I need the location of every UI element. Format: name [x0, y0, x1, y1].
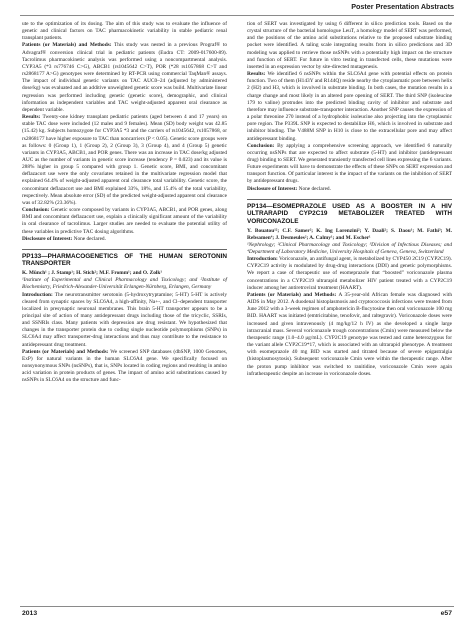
paragraph [247, 292, 452, 378]
paragraph-body: Genetic score composed by variants in CYP3A5, ABCB1, and POR genes, along BMI and concomitant deflazacort use, explain a clinically significant amount of the variability in oral clearance of tacrolimus. Larger studies are needed to evaluate the potential utility of these variables in predictive TAC dosing algorithms. [22, 207, 227, 235]
footer-year: 2013 [22, 610, 38, 617]
paragraph [247, 143, 452, 186]
paragraph [247, 71, 452, 143]
paragraph [22, 349, 227, 385]
paragraph-heading: Disclosure of Interest: [22, 235, 73, 242]
paragraph: tion of SERT was investigated by using 6 different in silico prediction tools. Based on the crystal structure of the bacterial homologue LeuT, a homology model of SERT was performed, and the positions of the amino acid substitutions relative to the proposed substrate binding pocket were identified. A taling scale integrating results from in silico predictions and 3D modeling was applied to retrieve those nsSNPs with a potentially high impact on the structure and function of SERT. For future in vitro testing in transfected cells, these mutations were inserted in an expression vector by site-directed mutagenesis. [247, 21, 452, 70]
section-divider [22, 249, 227, 250]
paragraph [22, 42, 227, 114]
paragraph [247, 186, 452, 193]
paragraph-body: By applying a comprehensive screening approach, we identified 6 naturally occurring nsSNPs that are expected to affect substrate (5-HT) and inhibitor (antidepressant drug) binding to SERT. We generated transiently transfected cell lines expressing the 6 variants. Future experiments will have to demonstrate the effects of these SNPs on SERT expression and transport function. Of particular interest is the impact of the variants on the inhibition of SERT by antidepressant drugs. [247, 142, 452, 185]
abstract-title: PP133—PHARMACOGENETICS OF THE HUMAN SEROTONIN TRANSPORTER [22, 252, 227, 268]
footer-rule [20, 606, 454, 607]
page-number: e57 [440, 610, 452, 617]
paragraph-body: We screened SNP databases (dbSNP, 1000 Genomes, ExP) for natural variants in the human SLC6A4 gene. We specifically focused on nonsynonymous SNPs (nsSNPs), that is, SNPs located in coding regions and resulting in amino acid variation in protein products of genes. The impact of amino acid substitutions caused by nsSNPs in SLC6A4 on the structure and func- [22, 348, 228, 384]
paragraph [22, 236, 227, 243]
paragraph-body: Twenty-one kidney transplant pediatric patients (aged between 4 and 17 years) on stable TAC dose were included (12 males and 9 females). Mean (SD) body weight was 42.85 (15.42) kg. Subjects homozygote for CYP3A5 *3 and the carriers of rs1045642, rs1057868, or rs2868177 have higher exposure to TAC than noncarriers (P < 0.05). Genetic score groups were as follows: 0 (Group 1), 1 (Group 2), 2 (Group 3), 3 (Group 4), and 4 (Group 5) genetic variants in CYP3A5, ABCB1, and POR genes. There was an increase in TAC dose/kg adjusted AUC as the number of variants in genetic score increase (tendency P = 0.023) and its value is 288% higher in group 5 compared with group 1. Genetic score, BMI, and concomitant deflazacort use were the only covariates retained in the multivariate regression model that explained 64.4% of weight-adjusted apparent oral clearance total variability. Genetic score, the concomitant deflazacort use and BMI explained 33%, 18%, and 15.4% of the total variability, respectively. Mean absolute error (SD) of the predicted weight-adjusted apparent oral clearance was of 32.82% (23.36%). [22, 114, 227, 206]
paragraph-body: None declared. [72, 235, 106, 242]
author-list: Y. Bouatou¹²; C.F. Samer²; K. Ing Lorenzini²; Y. Daali²; S. Daou¹; M. Fathi³; M. Rebsamen⁴; J. Desmeules²; A. Calmy¹; and M. Escher¹ [247, 227, 452, 241]
section-divider [247, 199, 452, 200]
paragraph-body: Voriconazole, an antifungal agent, is metabolized by CYP450 2C19 (CYP2C19). CYP2C19 activity is modulated by drug-drug interactions (DDI) and genetic polymorphisms. We report a case of therapeutic use of esomeprazole that “boosted” voriconazole plasma concentrations in a CYP2C19 ultrarapid metabolizer HIV patient treated with a CYP2C19 inducer among her antiretroviral treatment (HAART). [247, 256, 452, 291]
running-header [0, 0, 474, 14]
paragraph-body: None declared. [297, 185, 331, 192]
paragraph-heading: Introduction: [22, 291, 53, 298]
abstract-title: PP134—ESOMEPRAZOLE USED AS A BOOSTER IN A HIV ULTRARAPID CYP2C19 METABOLIZER TREATED WITH VORICONAZOLE [247, 202, 452, 225]
author-list: K. Münch¹ ; J. Stamp¹; H. Stich²; M.F. Fromm¹; and O. Zolk¹ [22, 270, 162, 277]
header-title: Poster Presentation Abstracts [351, 2, 454, 11]
paragraph: ute to the optimization of its dosing. The aim of this study was to evaluate the influence of genetic and clinical factors on TAC pharmacokinetic variability in stable pediatric renal transplant patients. [22, 21, 227, 42]
paragraph [22, 207, 227, 236]
paragraph-heading: Conclusion: [247, 142, 275, 149]
paragraph-heading: Introduction: [247, 256, 278, 263]
header-rule [20, 15, 454, 16]
right-column [247, 21, 452, 378]
paragraph [22, 114, 227, 207]
paragraph [247, 256, 452, 292]
paragraph-body: This study was nested in a previous Prograf® to Advagraf® conversion clinical trial in pediatric patients (Eudra CT: 2009-017600-89). Tacrolimus pharmacokinetic analysis was performed using a noncompartmental analysis. CYP3A5 (*3 rs776746 C>G), ABCB1 (rs1045642 C>T), POR (*28 rs1057868 C>T and rs2868177 A>G) genotypes were determined by RT-PCR using commercial TaqMan® assays. The impact of individual genetic variants on TAC AUC0–24 (adjusted by administered dose/kg) was evaluated and an additive unweighted genetic score was build. Multivariate linear regression was performed including genetic (genetic score), demographic, and clinical information as independent variables and TAC weight-adjusted apparent oral clearance as dependent variable. [22, 42, 227, 113]
paragraph-body: The neurotransmitter serotonin (5-hydroxytryptamine; 5-HT) 5-HT is actively cleared from synaptic spaces by SLC6A4, a high-affinity, Na+-, and Cl–dependent transporter localized in presynaptic neuronal membranes. This brain 5-HT transporter appears to be a principal site of action of many antidepressant drugs including those of the tricyclic, SSRIs, and SSNRIs class. Many patients with depression are drug resistant. We hypothesized that changes in the transporter protein due to coding single nucleotide polymorphisms (SNPs) in SLC6A4 may affect transporter-drug interactions and thus may contribute to the resistance to antidepressant drug treatment. [22, 291, 227, 348]
affiliation: ¹Institute of Experimental and Clinical Pharmacology and Toxicology; and ²Institute of Biochemistry, Friedrich-Alexander-Universität Erlangen-Nürnberg, Erlangen, Germany [22, 277, 227, 291]
paragraph-heading: Disclosure of Interest: [247, 185, 298, 192]
paragraph-body: We identified 6 nsSNPs within the SLC6A4 gene with potential effects on protein function. Two of them (H143Y and R144Q) reside nearby the cytoplasmatic pore between helix 2 (H2) and H3, which is involved in substrate binding. In both cases, the mutation results in a charge change and most likely in an altered pore opening of SERT. The third SNP (isoleucine 179 to valine) protrudes into the predicted binding cavity of inhibitor and substrate and therefore may influence substrate-transporter interaction. Another SNP causes the expression of a polar threonine 270 instead of a hydrophobic isoleucine also projecting into the cytoplasmic pore region. The P339L SNP is expected to destabilize H6, which is involved in substrate and inhibitor binding. The V488M SNP in H10 is close to the extracellular pore and may affect antidepressant binding. [247, 71, 452, 142]
paragraph-heading: Results: [22, 114, 41, 121]
paragraph-heading: Results: [247, 71, 266, 78]
paragraph-heading: Patients (or Materials) and Methods: [247, 291, 337, 298]
paragraph-body: A 35-year-old African female was diagnosed with AIDS in May 2012. A duodenal histoplasmosis and cryptococcosis infections were treated from June 2012 with a 3-week regimen of amphotericin B-flucytosine then oral voriconazole 100 mg BID. HAART was initiated (emtricitabine, tenofovir, and raltegravir). Voriconazole doses were increased and given intravenously (4 mg/kg/12 h IV) as she developed a single large intracranial mass. Several voriconazole trough concentrations (Cmin) were measured below the therapeutic range (1.0–4.0 μg/mL). CYP2C19 genotype was tested and came heterozygous for the variant allele CYP2C19*17, which is associated with an ultrarapid phenotype. A treatment with esomeprazole 40 mg BID was started and titrated because of severe epigastralgia (histoplasmosytosis). Subsequent voriconazole Cmin were within the therapeutic range. After the proton pump inhibitor was switched to ranitidine, voriconazole Cmin were again infratherapeutic despite an increase in voriconazole doses. [247, 291, 452, 377]
left-column [22, 21, 227, 385]
paragraph [22, 292, 227, 349]
paragraph-heading: Patients (or Materials) and Methods: [22, 42, 112, 49]
paragraph-heading: Conclusion: [22, 207, 50, 214]
affiliation: ¹Nephrology; ²Clinical Pharmacology and Toxicology; ³Division of Infectious Diseases; and ⁴Department of Laboratory Medicine, University Hospitals of Geneva, Geneva, Switzerland [247, 241, 452, 255]
paragraph-heading: Patients (or Materials) and Methods: [22, 348, 109, 355]
